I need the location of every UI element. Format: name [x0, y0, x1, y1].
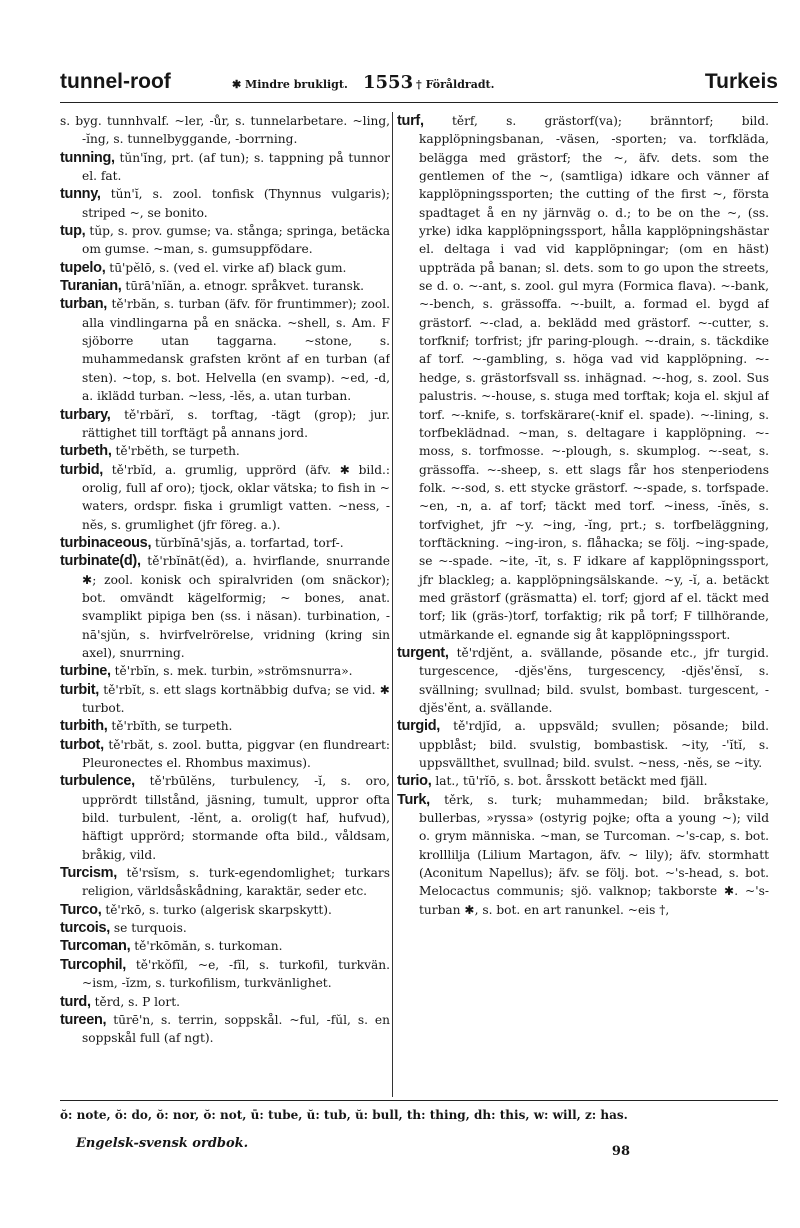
entry-definition: s. byg. tunnhvalf. ~ler, -ůr, s. tunnelarbetare. ~ling, -ĭng, s. tunnelbyggande, -borrning.	[60, 114, 390, 147]
dictionary-entry	[60, 442, 390, 460]
entry-definition: tū'pĕlō, s. (ved el. virke af) black gum.	[109, 260, 347, 275]
entry-headword: turgent,	[397, 644, 449, 661]
entry-definition: tě'rbĕth, se turpeth.	[115, 444, 240, 459]
entry-headword: turbulence,	[60, 773, 135, 790]
entry-definition: se turquois.	[113, 921, 187, 936]
page-header	[60, 70, 778, 100]
entry-definition: těrd, s. P lort.	[94, 994, 180, 1009]
entry-headword: turbary,	[60, 406, 111, 423]
dictionary-entry	[397, 112, 769, 644]
entry-headword: tunny,	[60, 186, 101, 203]
entry-headword: turgid,	[397, 718, 441, 735]
dictionary-entry	[60, 919, 390, 937]
header-rule	[60, 102, 778, 103]
entry-definition: tě'rbĭt, s. ett slags kortnäbbig dufva; se vid. ✱ turbot.	[82, 682, 390, 715]
dictionary-entry	[60, 552, 390, 662]
column-divider	[392, 112, 393, 1097]
right-guide-word: Turkeis	[704, 70, 778, 93]
dictionary-entry	[60, 461, 390, 534]
entry-definition: tŭn'ĭ, s. zool. tonfisk (Thynnus vulgaris); striped ~, se bonito.	[82, 187, 390, 220]
entry-definition: těrk, s. turk; muhammedan; bild. bråkstake, bullerbas, »ryssa» (ostyrig pojke; ofta a young ~); vild o. grym människa. ~man, se Turcoman. ~'s-cap, s. bot. krolllilja (Lilium Martagon, äfv. ~ lily); äfv. stormhatt (Aconitum Napellus); äfv. se följ. bot. ~'s-head, s. bot. Melocactus communis; sjö. valknop; takborste ✱. ~'s-turban ✱, s. bot. en art ranunkel. ~eis †,	[419, 792, 769, 917]
dictionary-entry	[60, 717, 390, 735]
entry-definition: tě'rbĭn, s. mek. turbin, »strömsnurra».	[114, 664, 353, 679]
dictionary-entry	[60, 149, 390, 186]
dictionary-entry	[60, 681, 390, 718]
entry-headword: turbeth,	[60, 443, 112, 460]
sheet-number: 98	[611, 1144, 630, 1159]
entry-headword: turio,	[397, 773, 432, 790]
entry-definition: tŭn'ĭng, prt. (af tun); s. tappning på tunnor el. fat.	[82, 150, 390, 184]
entry-definition: tě'rbĭd, a. grumlig, upprörd (äfv. ✱ bild.: orolig, full af oro); tjock, oklar vätska; to fish in ~ waters, ordspr. fiska i grumligt vatten. ~ness, -nĕs, s. grumlighet (jfr föreg. a.).	[82, 462, 390, 532]
entry-headword: turbid,	[60, 461, 104, 478]
dictionary-entry	[60, 937, 390, 955]
entry-definition: tě'rkō, s. turko (algerisk skarpskytt).	[105, 902, 332, 917]
entry-definition: tě'rbĭnāt(ĕd), a. hvirflande, snurrande ✱; zool. konisk och spiralvriden (om snäckor); bot. omvändt kägelformig; ~ bones, anat. svamplikt pipiga ben (ss. i näsan). turbination, -nā'sjŭn, s. hvirfvelrörelse, vridning (kring sin axel), snurrning.	[82, 554, 390, 660]
entry-headword: turbine,	[60, 663, 111, 680]
entry-definition: tě'rbăt, s. zool. butta, piggvar (en flundreart: Pleuronectes el. Rhombus maximus).	[82, 737, 390, 771]
entry-headword: Turanian,	[60, 278, 122, 295]
entry-headword: Turcophil,	[60, 956, 127, 973]
entry-definition: lat., tū'rĭō, s. bot. årsskott betäckt med fjäll.	[435, 774, 708, 789]
dictionary-entry	[60, 772, 390, 864]
entry-headword: turban,	[60, 296, 108, 313]
entry-headword: tureen,	[60, 1011, 107, 1028]
dictionary-entry	[60, 222, 390, 259]
footer-rule	[60, 1100, 778, 1101]
rare-mark-note: ✱ Mindre brukligt.	[232, 78, 348, 91]
entry-definition: tūrē'n, s. terrin, soppskål. ~ful, -fŭl, s. en soppskål full (af ngt).	[82, 1012, 390, 1046]
entry-headword: Turco,	[60, 901, 102, 918]
book-title: Engelsk-svensk ordbok.	[76, 1136, 249, 1151]
entry-headword: turd,	[60, 993, 91, 1010]
entry-definition: tŭp, s. prov. gumse; va. stånga; springa, betäcka om gumse. ~man, s. gumsuppfödare.	[82, 224, 390, 257]
entry-headword: tup,	[60, 223, 86, 240]
dictionary-entry	[60, 864, 390, 901]
dictionary-entry	[60, 993, 390, 1011]
dictionary-entry	[60, 956, 390, 993]
entry-definition: tě'rdjĕnt, a. svällande, pösande etc., jfr turgid. turgescence, -djĕs'ĕns, turgescency, -djĕs'ĕnsĭ, s. svällning; svullnad; bild. svulst, bombast. turgescent, -djĕs'ĕnt, a. svällande.	[419, 645, 769, 715]
dictionary-entry	[60, 736, 390, 773]
entry-headword: turbinate(d),	[60, 553, 141, 570]
entry-definition: tě'rbăn, s. turban (äfv. för fruntimmer); zool. alla vindlingarna på en snäcka. ~shell, s. Am. F sjöborre utan taggarna. ~stone, s. muhammedansk grafsten krönt af en turban (af sten). ~top, s. bot. Helvella (en svamp). ~ed, -d, a. iklädd turban. ~less, -lĕs, a. utan turban.	[82, 297, 390, 404]
entry-definition: těrf, s. grästorf(va); bränntorf; bild. kapplöpningsbanan, -väsen, -sporten; va. torfkläda, belägga med grästorf; the ~, äfv. dets. som the gentlemen of the ~, (samtliga) idkare och vänner af kapplöpningssporten; the cutting of the first ~, första spadtaget å en ny järnväg o. d.; to be on the ~, (ss. yrke) idka kapplöpningssport, hålla kapplöpningshästar el. deltaga i vad vid kapplöpningar; (om en häst) uppträda på banan; sl. dets. som to go upon the streets, se d. o. ~-ant, s. zool. gul myra (Formica flava). ~-bank, ~-bench, s. grässoffa. ~-built, a. formad el. bygd af grästorf. ~-clad, a. beklädd med grästorf. ~-cutter, s. torfknif; torfrist; jfr paring-plough. ~-drain, s. täckdike af torf. ~-gambling, s. höga vad vid kapplöpning. ~-hedge, s. grästorfsvall ss. inhägnad. ~-hog, s. zool. Sus palustris. ~-house, s. stuga med torftak; koja el. skjul af torf. ~-knife, s. torfskärare(-knif el. spade). ~-lining, s. torfbeklädnad. ~man, s. deltagare i kapplöpning. ~-moss, s. torfmosse. ~-plough, s. skumplog. ~-seat, s. grässoffa. ~-sheep, s. ett slags får hos stenperiodens folk. ~-sod, s. ett stycke grästorf. ~-spade, s. torfspade. ~en, -n, a. af torf; täckt med torf. ~iness, -ĭnĕs, s. torfvighet, jfr ~y. ~ing, -ĭng, prt.; s. torfbeläggning, torftäckning. ~ing-iron, s. flåhacka; se följ. ~ing-spade, se ~-spade. ~ite, -īt, s. F idkare af kapplöpningssport, jfr blackleg; a. kapplöpningsälskande. ~y, -ĭ, a. betäckt med grästorf (gräsmatta) el. torf; gjord af el. täckt med torf; lik (gräs-)torf, torfaktig; rik på torf; F tillhörande, utmärkande el. egnande sig åt kapplöpningssport.	[419, 114, 769, 642]
dictionary-entry	[60, 259, 390, 277]
dictionary-entry	[60, 662, 390, 680]
entry-definition: tě'rkŏfĭl, ~e, -fĭl, s. turkofil, turkvän. ~ism, -ĭzm, s. turkofilism, turkvänlighet.	[82, 957, 390, 991]
dictionary-entry	[397, 644, 769, 717]
entry-definition: tūrā'nĭăn, a. etnogr. språkvet. turansk.	[125, 279, 364, 294]
dictionary-entry	[60, 534, 390, 552]
page-number: 1553	[363, 72, 414, 93]
entry-definition: tě'rsĭsm, s. turk-egendomlighet; turkars religion, världsåskådning, karaktär, seder etc.	[82, 866, 390, 899]
entry-headword: Turcism,	[60, 865, 117, 882]
dictionary-entry	[397, 717, 769, 772]
entry-headword: turbith,	[60, 718, 108, 735]
entry-definition: tě'rbĭth, se turpeth.	[111, 719, 233, 734]
dictionary-entry	[60, 901, 390, 919]
dictionary-entry	[397, 772, 769, 790]
entry-headword: tupelo,	[60, 259, 106, 276]
entry-headword: Turk,	[397, 791, 430, 808]
dictionary-entry	[60, 277, 390, 295]
dictionary-entry	[60, 295, 390, 405]
dictionary-entry	[60, 406, 390, 443]
dictionary-entry	[397, 791, 769, 919]
entry-definition: tě'rdjĭd, a. uppsväld; svullen; pösande; bild. uppblåst; bild. svulstig, bombastisk. ~ity, -'ĭtĭ, s. uppsvällthet, svullnad; bild. svulst. ~ness, -nĕs, se ~ity.	[419, 719, 769, 771]
entry-definition: tě'rbūlĕns, turbulency, -ĭ, s. oro, upprördt tillstånd, jäsning, tumult, uppror ofta bild. turbulent, -lĕnt, a. orolig(t haf, hufvud), häftigt upprörd; stormande ofta bild., våldsam, bråkig, vild.	[82, 774, 390, 862]
dictionary-entry	[60, 1011, 390, 1048]
entry-headword: turcois,	[60, 920, 110, 937]
left-column	[60, 112, 390, 1092]
dictionary-entry	[60, 112, 390, 149]
entry-headword: turbinaceous,	[60, 534, 152, 551]
entry-headword: turbit,	[60, 681, 99, 698]
entry-definition: tŭrbĭnā'sjăs, a. torfartad, torf-.	[155, 535, 344, 550]
dictionary-entry	[60, 185, 390, 222]
entry-headword: turf,	[397, 113, 424, 129]
obsolete-mark-note: † Föråldradt.	[416, 78, 495, 91]
right-column	[397, 112, 769, 1092]
entry-definition: tě'rbărĭ, s. torftag, -tägt (grop); jur. rättighet till torftägt på annans jord.	[82, 407, 390, 440]
entry-headword: Turcoman,	[60, 938, 131, 955]
entry-headword: tunning,	[60, 149, 115, 166]
left-guide-word: tunnel-roof	[60, 70, 171, 93]
entry-headword: turbot,	[60, 736, 104, 753]
pronunciation-key: ŏ: note, ŏ: do, ŏ: nor, ŏ: not, ū: tube, ŭ: tub, ŭ: bull, th: thing, dh: this, w: will, z: has.	[60, 1108, 628, 1122]
entry-definition: tě'rkōmăn, s. turkoman.	[134, 939, 283, 954]
